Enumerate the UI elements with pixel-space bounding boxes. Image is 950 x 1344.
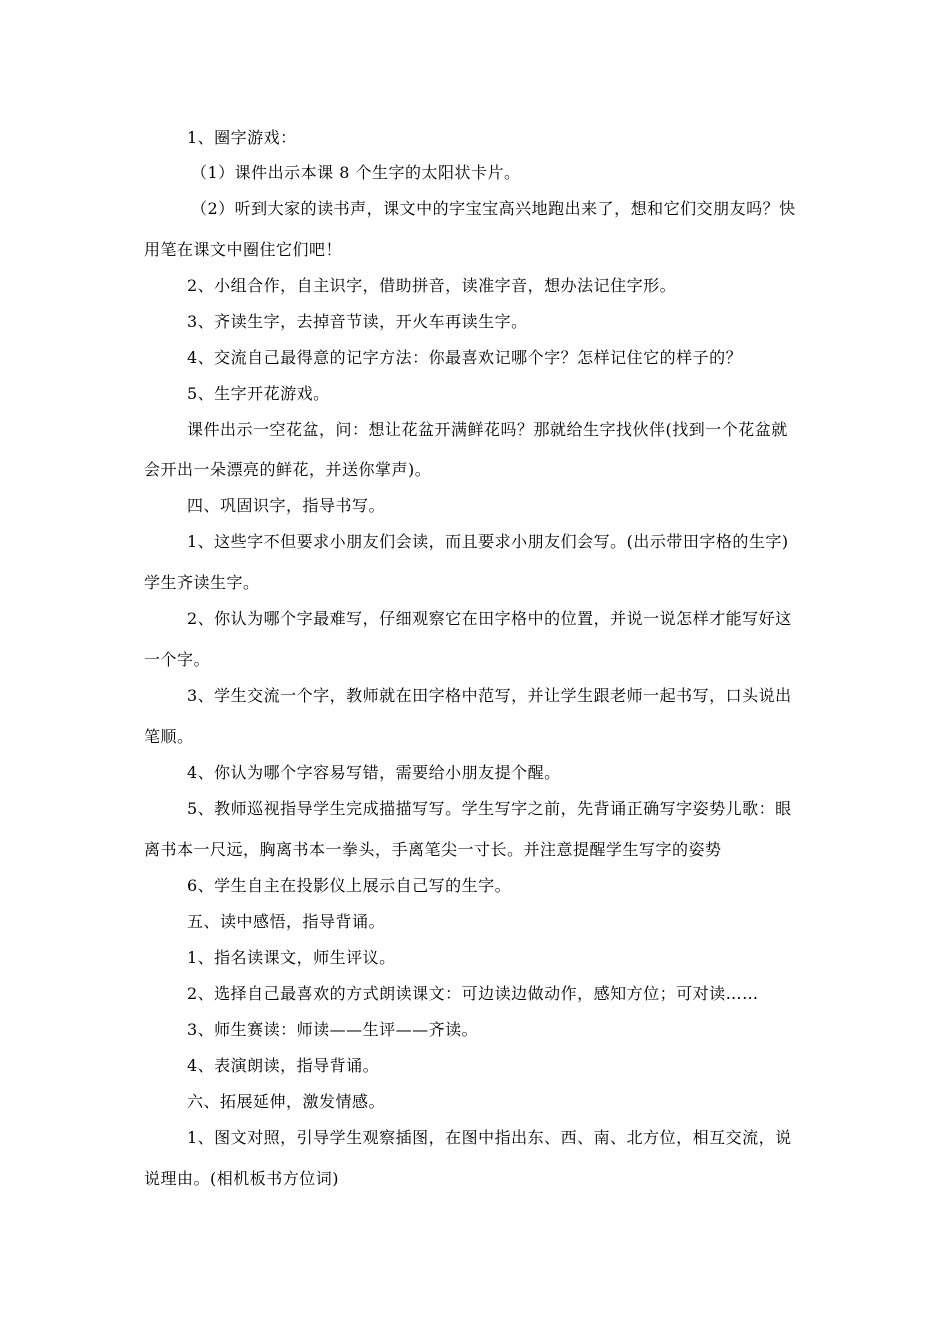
text-line: 1、指名读课文，师生评议。 bbox=[187, 948, 396, 967]
text-line: 笔顺。 bbox=[144, 727, 194, 746]
text-line: 会开出一朵漂亮的鲜花，并送你掌声)。 bbox=[144, 460, 432, 479]
text-line: 3、师生赛读：师读——生评——齐读。 bbox=[187, 1020, 479, 1039]
text-line: 5、生字开花游戏。 bbox=[187, 384, 330, 403]
text-line: （1）课件出示本课 8 个生字的太阳状卡片。 bbox=[191, 163, 521, 182]
text-line: 3、学生交流一个字，教师就在田字格中范写，并让学生跟老师一起书写，口头说出 bbox=[187, 686, 792, 705]
text-line: 2、选择自己最喜欢的方式朗读课文：可边读边做动作，感知方位；可对读…… bbox=[187, 984, 759, 1003]
text-line: 4、交流自己最得意的记字方法：你最喜欢记哪个字？怎样记住它的样子的？ bbox=[187, 348, 743, 367]
text-line: 1、这些字不但要求小朋友们会读，而且要求小朋友们会写。(出示带田字格的生字) bbox=[187, 532, 789, 551]
text-line: 6、学生自主在投影仪上展示自己写的生字。 bbox=[187, 876, 512, 895]
text-line: 4、表演朗读，指导背诵。 bbox=[187, 1056, 380, 1075]
text-line: 四、巩固识字，指导书写。 bbox=[187, 496, 386, 515]
text-line: 离书本一尺远，胸离书本一拳头，手离笔尖一寸长。并注意提醒学生写字的姿势 bbox=[144, 840, 722, 859]
text-line: 说理由。(相机板书方位词) bbox=[144, 1169, 339, 1188]
text-line: 2、你认为哪个字最难写，仔细观察它在田字格中的位置，并说一说怎样才能写好这 bbox=[187, 609, 792, 628]
text-line: 五、读中感悟，指导背诵。 bbox=[187, 912, 386, 931]
text-line: 4、你认为哪个字容易写错，需要给小朋友提个醒。 bbox=[187, 763, 561, 782]
text-line: 一个字。 bbox=[144, 650, 211, 669]
text-line: 2、小组合作，自主识字，借助拼音，读准字音，想办法记住字形。 bbox=[187, 276, 677, 295]
text-line: 1、图文对照，引导学生观察插图，在图中指出东、西、南、北方位，相互交流，说 bbox=[187, 1128, 792, 1147]
text-line: 六、拓展延伸，激发情感。 bbox=[187, 1092, 386, 1111]
text-line: 5、教师巡视指导学生完成描描写写。学生写字之前，先背诵正确写字姿势儿歌：眼 bbox=[187, 799, 792, 818]
text-line: 用笔在课文中圈住它们吧！ bbox=[144, 240, 343, 259]
text-line: 1、圈字游戏： bbox=[187, 128, 297, 147]
text-line: 课件出示一空花盆，问：想让花盆开满鲜花吗？那就给生字找伙伴(找到一个花盆就 bbox=[187, 420, 788, 439]
text-line: （2）听到大家的读书声，课文中的字宝宝高兴地跑出来了，想和它们交朋友吗？快 bbox=[191, 199, 796, 218]
text-line: 3、齐读生字，去掉音节读，开火车再读生字。 bbox=[187, 312, 528, 331]
text-line: 学生齐读生字。 bbox=[144, 573, 260, 592]
